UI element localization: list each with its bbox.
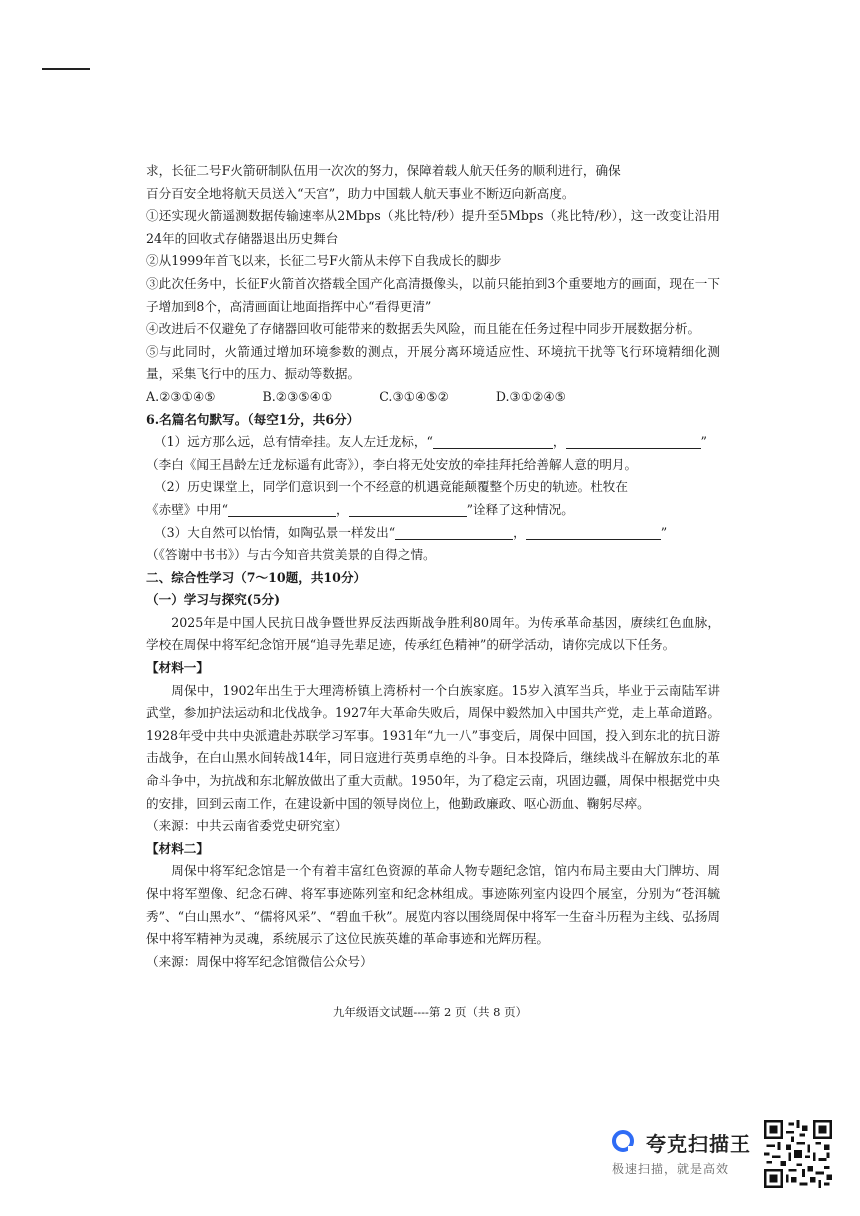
material-1-text: 周保中，1902年出生于大理湾桥镇上湾桥村一个白族家庭。15岁入滇军当兵，毕业于云南陆军讲武堂，参加护法运动和北伐战争。1927年大革命失败后，周保中毅然加入中国共产党，走上革命道路。1928年受中共中央派遣赴苏联学习军事。1931年“九一八”事变后，周保中回国，投入到东北的抗日游击战争，在白山黑水间转战14年，同日寇进行英勇卓绝的斗争。日本投降后，继续战斗在解放东北的革命斗争中，为抗战和东北解放做出了重大贡献。1950年，为了稳定云南，巩固边疆，周保中根据党中央的安排，回到云南工作，在建设新中国的领导岗位上，他勤政廉政、呕心沥血、鞠躬尽瘁。: [146, 682, 720, 811]
option-b: B.②③⑤④①: [262, 388, 333, 404]
exam-page-content: [146, 160, 720, 973]
material-1-source: （来源：中共云南省委党史研究室）: [146, 818, 348, 834]
task-intro: 2025年是中国人民抗日战争暨世界反法西斯战争胜利80周年。为传承革命基因，赓续红色血脉，学校在周保中将军纪念馆开展“追寻先辈足迹，传承红色精神”的研学活动，请你完成以下任务。: [146, 614, 720, 653]
top-rule: [42, 68, 90, 70]
q6-s1-text-a: （1）远方那么远，总有情牵挂。友人左迁龙标，“: [154, 434, 433, 450]
sentence-item: ⑤与此同时，火箭通过增加环境参数的测点，开展分离环境适应性、环境抗干扰等飞行环境精细化测量，采集飞行中的压力、振动等数据。: [146, 343, 720, 382]
sentence-item: ②从1999年首飞以来，长征二号F火箭从未停下自我成长的脚步: [146, 253, 502, 269]
answer-options: [146, 386, 566, 409]
material-2-text: 周保中将军纪念馆是一个有着丰富红色资源的革命人物专题纪念馆，馆内布局主要由大门牌坊、周保中将军塑像、纪念石碑、将军事迹陈列室和纪念林组成。事迹陈列室内设四个展室，分别为“苍洱毓秀”、“白山黑水”、“儒将风采”、“碧血千秋”。展览内容以围绕周保中将军一生奋斗历程为主线、弘扬周保中将军精神为灵魂，系统展示了这位民族英雄的革命事迹和光辉历程。: [146, 863, 721, 947]
answer-blank[interactable]: [433, 434, 553, 449]
q6-sentence-2: 《赤壁》中用“ ， ”诠释了这种情况。: [146, 501, 574, 517]
q6-sentence-3: （3）大自然可以怡情，如陶弘景一样发出“ ， ”: [154, 524, 668, 540]
qr-code-icon: [764, 1120, 832, 1188]
q6-s2-text-c: ”诠释了这种情况。: [466, 501, 574, 517]
answer-blank[interactable]: [228, 502, 336, 517]
material-2-title: 【材料二】: [146, 840, 209, 856]
q6-s3-text-a: （3）大自然可以怡情，如陶弘景一样发出“: [154, 524, 396, 540]
option-a: A.②③①④⑤: [146, 388, 216, 404]
q6-s3-text-c: （《答谢中书书》）与古今知音共赏美景的自得之情。: [146, 547, 436, 563]
question-6-title: 6.名篇名句默写。（每空1分，共6分）: [146, 411, 360, 427]
q6-s2-text-b: 《赤壁》中用“: [146, 501, 229, 517]
option-c: C.③①④⑤②: [379, 388, 449, 404]
intro-line: 求，长征二号F火箭研制队伍用一次次的努力，保障着载人航天任务的顺利进行，确保: [146, 163, 621, 178]
material-1-title: 【材料一】: [146, 660, 209, 676]
answer-blank[interactable]: [349, 502, 467, 517]
sentence-item: ①还实现火箭遥测数据传输速率从2Mbps（兆比特/秒）提升至5Mbps（兆比特/秒），这一改变让沿用24年的回收式存储器退出历史舞台: [146, 208, 720, 246]
page-footer: 九年级语文试题----第 2 页（共 8 页）: [332, 1005, 528, 1019]
q6-s1-text-b: ”: [700, 434, 707, 450]
answer-blank[interactable]: [526, 525, 661, 540]
answer-blank[interactable]: [395, 525, 513, 540]
option-d: D.③①②④⑤: [495, 388, 566, 404]
q6-s3-text-b: ”: [660, 524, 668, 540]
q6-sentence-1: （1）远方那么远，总有情牵挂。友人左迁龙标，“ ， ”: [154, 434, 707, 450]
brand-slogan: 极速扫描，就是高效: [612, 1162, 730, 1176]
q6-s1-text-c: （李白《闻王昌龄左迁龙标遥有此寄》），李白将无处安放的牵挂拜托给善解人意的明月。: [146, 456, 638, 472]
material-2-source: （来源：周保中将军纪念馆微信公众号）: [146, 953, 373, 969]
brand-name: 夸克扫描王: [646, 1132, 751, 1156]
intro-line: 百分百安全地将航天员送入“天宫”，助力中国载人航天事业不断迈向新高度。: [146, 185, 575, 201]
sentence-item: ④改进后不仅避免了存储器回收可能带来的数据丢失风险，而且能在任务过程中同步开展数据分析。: [146, 321, 701, 337]
section-2-title: 二、综合性学习（7～10题，共10分）: [146, 569, 367, 585]
subsection-1-title: （一）学习与探究(5分): [146, 592, 281, 608]
sentence-item: ③此次任务中，长征F火箭首次搭载全国产化高清摄像头，以前只能拍到3个重要地方的画面，现在一下子增加到8个，高清画面让地面指挥中心“看得更清”: [146, 275, 720, 314]
q6-s2-text-a: （2）历史课堂上，同学们意识到一个不经意的机遇竟能颠覆整个历史的轨迹。杜牧在: [154, 479, 628, 495]
answer-blank[interactable]: [566, 434, 701, 449]
quark-logo-icon: [612, 1130, 634, 1152]
scanner-watermark: [606, 1120, 786, 1180]
